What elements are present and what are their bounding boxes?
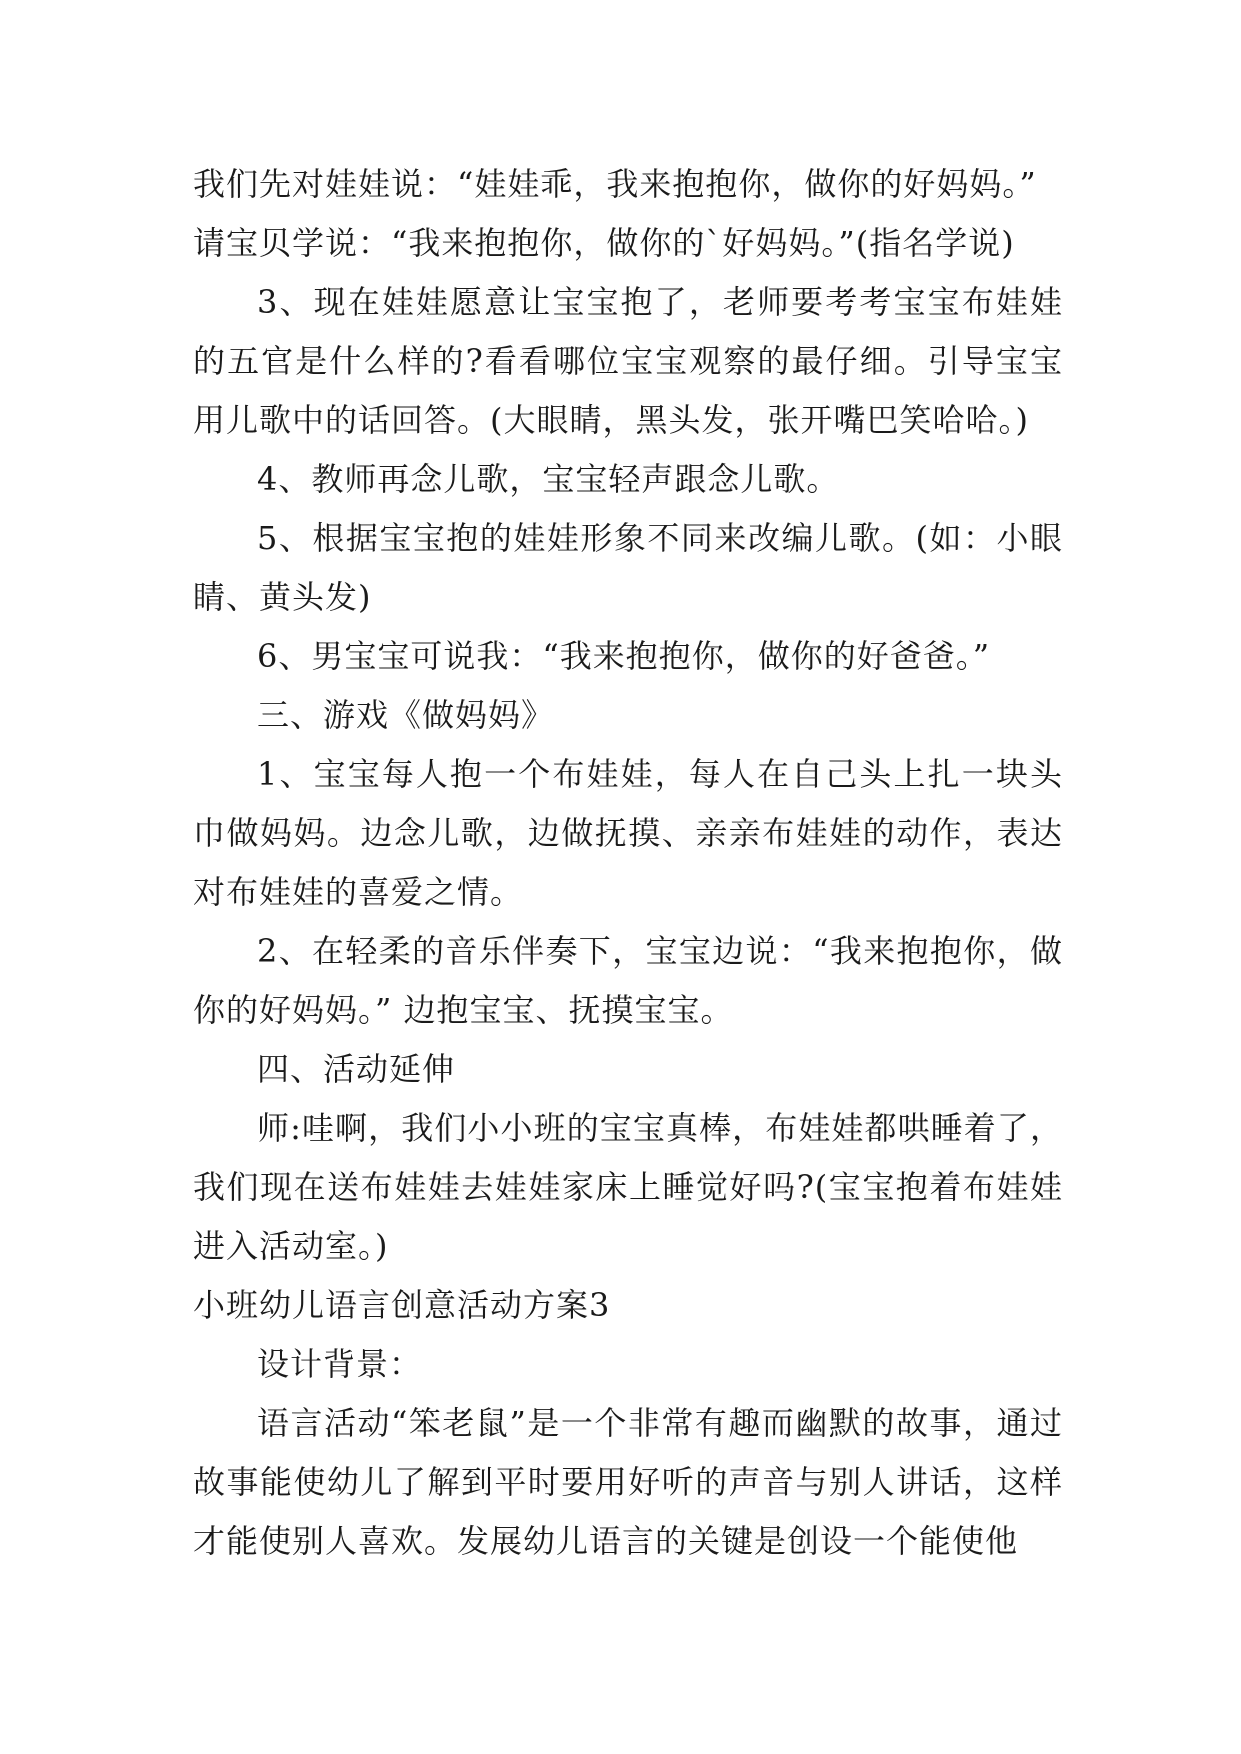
paragraph: 2、在轻柔的音乐伴奏下，宝宝边说：“我来抱抱你，做你的好妈妈。” 边抱宝宝、抚摸宝宝。: [193, 932, 1063, 1029]
section-heading: 四、活动延伸: [257, 1050, 456, 1088]
paragraph: 5、根据宝宝抱的娃娃形象不同来改编儿歌。(如：小眼睛、黄头发): [193, 519, 1063, 616]
paragraph: 师:哇啊，我们小小班的宝宝真棒，布娃娃都哄睡着了，我们现在送布娃娃去娃娃家床上睡觉好吗?(宝宝抱着布娃娃进入活动室。): [193, 1109, 1063, 1265]
paragraph: 请宝贝学说：“我来抱抱你，做你的`好妈妈。”(指名学说): [193, 224, 1015, 262]
paragraph: 1、宝宝每人抱一个布娃娃，每人在自己头上扎一块头巾做妈妈。边念儿歌，边做抚摸、亲亲布娃娃的动作，表达对布娃娃的喜爱之情。: [193, 755, 1063, 911]
document-body: [193, 155, 1063, 1571]
paragraph: 我们先对娃娃说：“娃娃乖，我来抱抱你，做你的好妈妈。”: [193, 165, 1037, 203]
paragraph: 4、教师再念儿歌，宝宝轻声跟念儿歌。: [257, 460, 840, 498]
section-heading: 设计背景：: [257, 1345, 423, 1383]
document-title: 小班幼儿语言创意活动方案3: [193, 1286, 611, 1324]
paragraph: 6、男宝宝可说我：“我来抱抱你，做你的好爸爸。”: [257, 637, 991, 675]
paragraph: 语言活动“笨老鼠”是一个非常有趣而幽默的故事，通过故事能使幼儿了解到平时要用好听的声音与别人讲话，这样才能使别人喜欢。发展幼儿语言的关键是创设一个能使他: [193, 1404, 1063, 1560]
section-heading: 三、游戏《做妈妈》: [257, 696, 555, 734]
paragraph: 3、现在娃娃愿意让宝宝抱了，老师要考考宝宝布娃娃的五官是什么样的?看看哪位宝宝观察的最仔细。引导宝宝用儿歌中的话回答。(大眼睛，黑头发，张开嘴巴笑哈哈。): [193, 283, 1063, 439]
